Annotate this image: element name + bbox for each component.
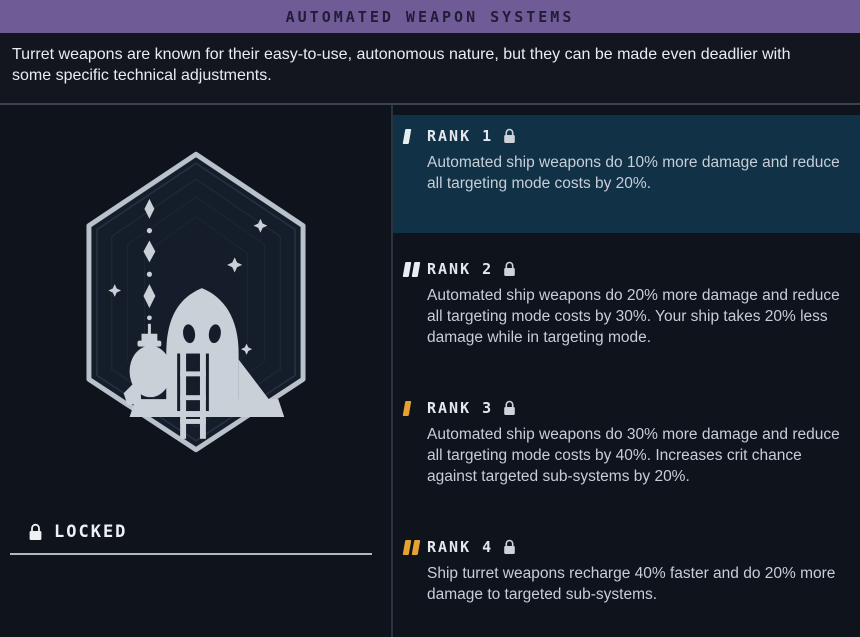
lock-icon — [503, 539, 516, 555]
rank-label: RANK 2 — [427, 260, 494, 278]
rank-description: Automated ship weapons do 10% more damage and reduce all targeting mode costs by 20%. — [427, 154, 840, 192]
skill-description-bar — [0, 33, 860, 105]
rank-pip — [403, 540, 412, 555]
lock-icon — [503, 261, 516, 277]
rank-pips — [404, 540, 427, 555]
rank-pip — [412, 262, 421, 277]
lock-icon — [503, 128, 516, 144]
rank-pip — [412, 540, 421, 555]
rank-label: RANK 3 — [427, 399, 494, 417]
rank-item-4[interactable] — [393, 526, 860, 629]
locked-label: LOCKED — [54, 522, 128, 542]
rank-pips — [404, 129, 427, 144]
skill-badge — [82, 149, 310, 460]
skill-badge-graphic — [82, 149, 310, 455]
rank-description: Automated ship weapons do 20% more damage and reduce all targeting mode costs by 30%. Your ship takes 20% less damage while in targeting mode. — [427, 287, 840, 346]
rank-description: Ship turret weapons recharge 40% faster and do 20% more damage to targeted sub-systems. — [427, 565, 836, 603]
rank-pips — [404, 262, 427, 277]
rank-label: RANK 4 — [427, 538, 494, 556]
rank-header — [404, 399, 838, 417]
lock-icon — [503, 400, 516, 416]
rank-item-2[interactable] — [393, 248, 860, 372]
locked-status — [18, 522, 127, 542]
title-bar — [0, 0, 860, 33]
rank-header — [404, 127, 838, 145]
rank-pip — [403, 262, 412, 277]
skill-description: Turret weapons are known for their easy-to-use, autonomous nature, but they can be made even deadlier with some specific technical adjustments. — [12, 46, 791, 84]
rank-header — [404, 538, 838, 556]
rank-pips — [404, 401, 427, 416]
skill-title: AUTOMATED WEAPON SYSTEMS — [285, 7, 575, 26]
rank-item-3[interactable] — [393, 387, 860, 511]
lock-icon — [28, 523, 43, 541]
rank-pip — [403, 401, 412, 416]
rank-header — [404, 260, 838, 278]
main-area — [0, 105, 860, 637]
locked-divider — [10, 553, 372, 555]
rank-label: RANK 1 — [427, 127, 494, 145]
rank-description: Automated ship weapons do 30% more damage and reduce all targeting mode costs by 40%. Increases crit chance against targeted sub-systems by 20%. — [427, 426, 840, 485]
rank-list — [393, 105, 860, 637]
rank-pip — [403, 129, 412, 144]
rank-item-1[interactable] — [393, 115, 860, 233]
skill-badge-panel — [0, 105, 393, 637]
